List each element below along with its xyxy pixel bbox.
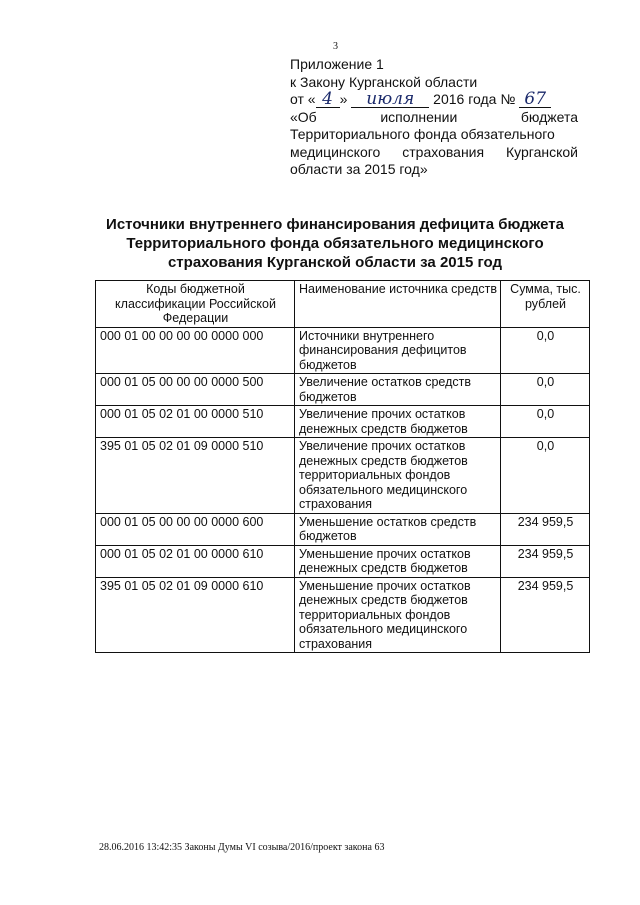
appendix-year-line: области за 2015 год» — [290, 161, 428, 177]
row-code: 000 01 00 00 00 00 0000 000 — [96, 327, 295, 374]
table-row — [96, 545, 590, 577]
appendix-about-line: «Об исполнении бюджета — [290, 108, 579, 125]
appendix-heading: Приложение 1 — [290, 56, 384, 72]
row-code: 000 01 05 00 00 00 0000 600 — [96, 513, 295, 545]
row-name: Уменьшение остатков средств бюджетов — [295, 513, 501, 545]
row-amount: 0,0 — [501, 327, 590, 374]
appendix-date-line — [290, 91, 578, 109]
appendix-law-reference: к Закону Курганской области — [290, 73, 478, 90]
row-amount: 234 959,5 — [501, 513, 590, 545]
row-name: Уменьшение прочих остатков денежных средств бюджетов — [295, 545, 501, 577]
header-code: Коды бюджетной классификации Российской Федерации — [96, 281, 295, 328]
row-code: 395 01 05 02 01 09 0000 610 — [96, 577, 295, 653]
date-year-text: 2016 года № — [433, 91, 516, 107]
table-row — [96, 513, 590, 545]
row-name: Увеличение прочих остатков денежных средств бюджетов — [295, 406, 501, 438]
row-amount: 0,0 — [501, 438, 590, 514]
table-row — [96, 374, 590, 406]
handwritten-month: июля — [351, 92, 429, 108]
title-line-3: страхования Курганской области за 2015 год — [167, 254, 503, 271]
footer-file-path: 28.06.2016 13:42:35 Законы Думы VI созыва/2016/проект закона 63 — [99, 842, 385, 853]
appendix-fund-line: Территориального фонда обязательного — [290, 126, 555, 142]
financing-sources-table — [95, 280, 590, 653]
table-header-row — [96, 281, 590, 328]
row-name: Увеличение остатков средств бюджетов — [295, 374, 501, 406]
handwritten-day: 4 — [316, 92, 340, 108]
page-number: 3 — [333, 41, 338, 52]
title-line-2: Территориального фонда обязательного медицинского — [126, 235, 544, 252]
header-sum: Сумма, тыс. рублей — [501, 281, 590, 328]
handwritten-law-number: 67 — [519, 92, 551, 108]
table-row — [96, 406, 590, 438]
appendix-block — [290, 56, 578, 179]
table-row — [96, 327, 590, 374]
row-amount: 0,0 — [501, 406, 590, 438]
row-code: 000 01 05 02 01 00 0000 610 — [96, 545, 295, 577]
title-line-1: Источники внутреннего финансирования дефицита бюджета — [106, 216, 564, 233]
row-amount: 234 959,5 — [501, 577, 590, 653]
date-quote-close: » — [339, 91, 348, 107]
row-amount: 0,0 — [501, 374, 590, 406]
row-code: 395 01 05 02 01 09 0000 510 — [96, 438, 295, 514]
row-amount: 234 959,5 — [501, 545, 590, 577]
row-name: Уменьшение прочих остатков денежных средств бюджетов территориальных фондов обязательного медицинского страхования — [295, 577, 501, 653]
row-name: Источники внутреннего финансирования дефицитов бюджетов — [295, 327, 501, 374]
document-title — [90, 215, 580, 272]
table-row — [96, 577, 590, 653]
date-from-label: от « — [290, 91, 316, 107]
appendix-insurance-line: медицинского страхования Курганской — [290, 143, 579, 160]
row-code: 000 01 05 00 00 00 0000 500 — [96, 374, 295, 406]
table-row — [96, 438, 590, 514]
row-code: 000 01 05 02 01 00 0000 510 — [96, 406, 295, 438]
row-name: Увеличение прочих остатков денежных средств бюджетов территориальных фондов обязательного медицинского страхования — [295, 438, 501, 514]
header-name: Наименование источника средств — [295, 281, 501, 328]
